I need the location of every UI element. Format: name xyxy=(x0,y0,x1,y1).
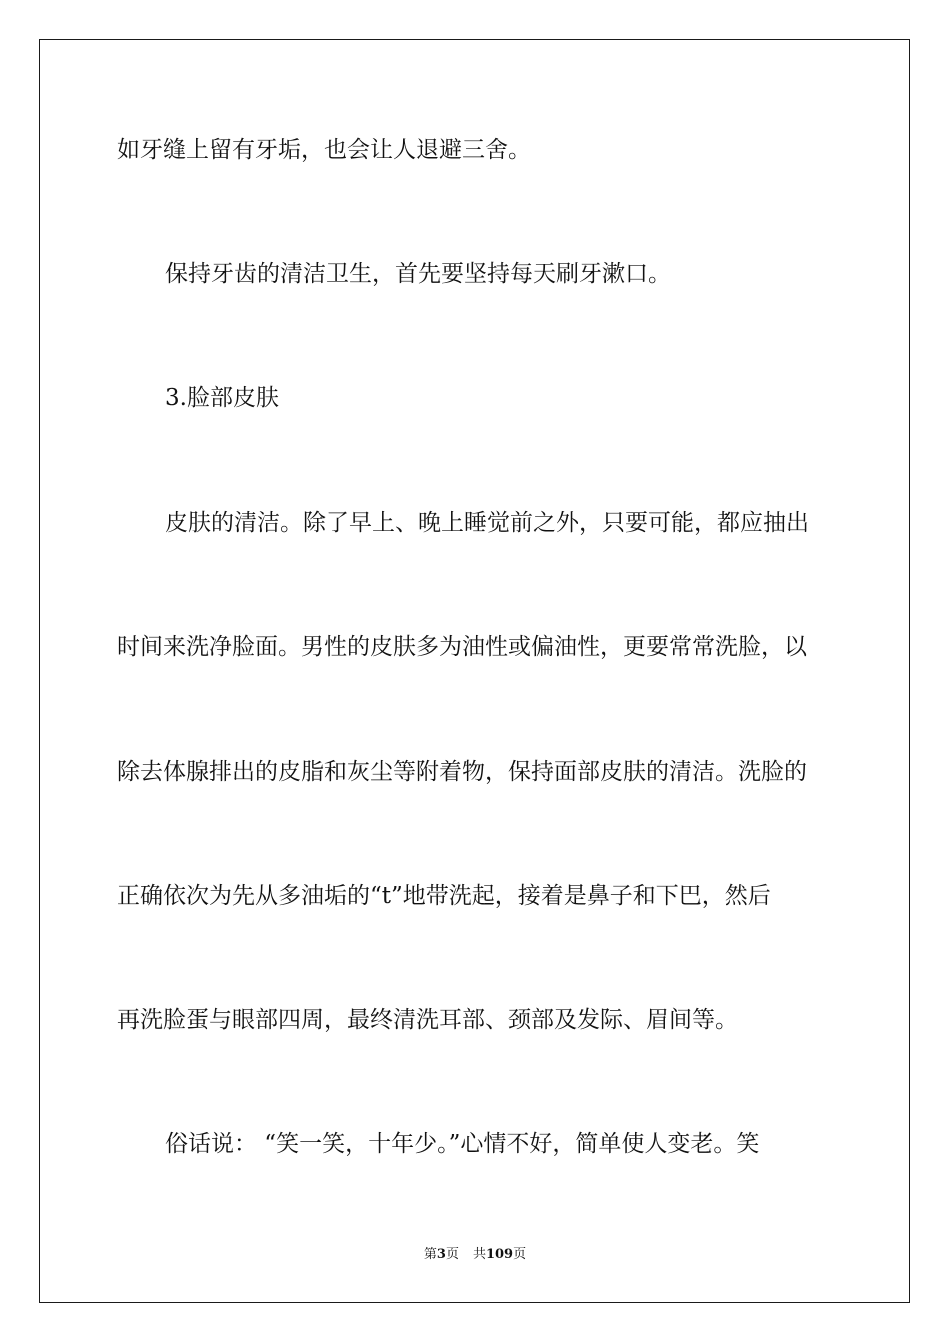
footer-total-pages: 109 xyxy=(485,1247,514,1262)
body-line-1: 如牙缝上留有牙垢，也会让人退避三舍。 xyxy=(117,137,531,163)
page-footer xyxy=(0,1246,950,1264)
footer-total-prefix: 共 xyxy=(472,1247,486,1262)
page-border xyxy=(39,39,910,1303)
footer-page-suffix: 页 xyxy=(445,1247,459,1262)
section-heading: 3.脸部皮肤 xyxy=(165,385,279,411)
footer-total-suffix: 页 xyxy=(513,1247,527,1262)
footer-page-number: 3 xyxy=(436,1247,446,1262)
body-line-7: 再洗脸蛋与眼部四周，最终清洗耳部、颈部及发际、眉间等。 xyxy=(117,1007,738,1033)
body-line-6: 正确依次为先从多油垢的“t”地带洗起，接着是鼻子和下巴，然后 xyxy=(117,883,771,909)
body-line-5: 除去体腺排出的皮脂和灰尘等附着物，保持面部皮肤的清洁。洗脸的 xyxy=(117,759,807,785)
body-line-4: 时间来洗净脸面。男性的皮肤多为油性或偏油性，更要常常洗脸，以 xyxy=(117,634,807,660)
footer-page-prefix: 第 xyxy=(423,1247,437,1262)
body-line-8: 俗话说： “笑一笑，十年少。”心情不好，简单使人变老。笑 xyxy=(165,1131,760,1157)
body-line-2: 保持牙齿的清洁卫生，首先要坚持每天刷牙漱口。 xyxy=(165,261,671,287)
body-line-3: 皮肤的清洁。除了早上、晚上睡觉前之外，只要可能，都应抽出 xyxy=(165,510,809,536)
